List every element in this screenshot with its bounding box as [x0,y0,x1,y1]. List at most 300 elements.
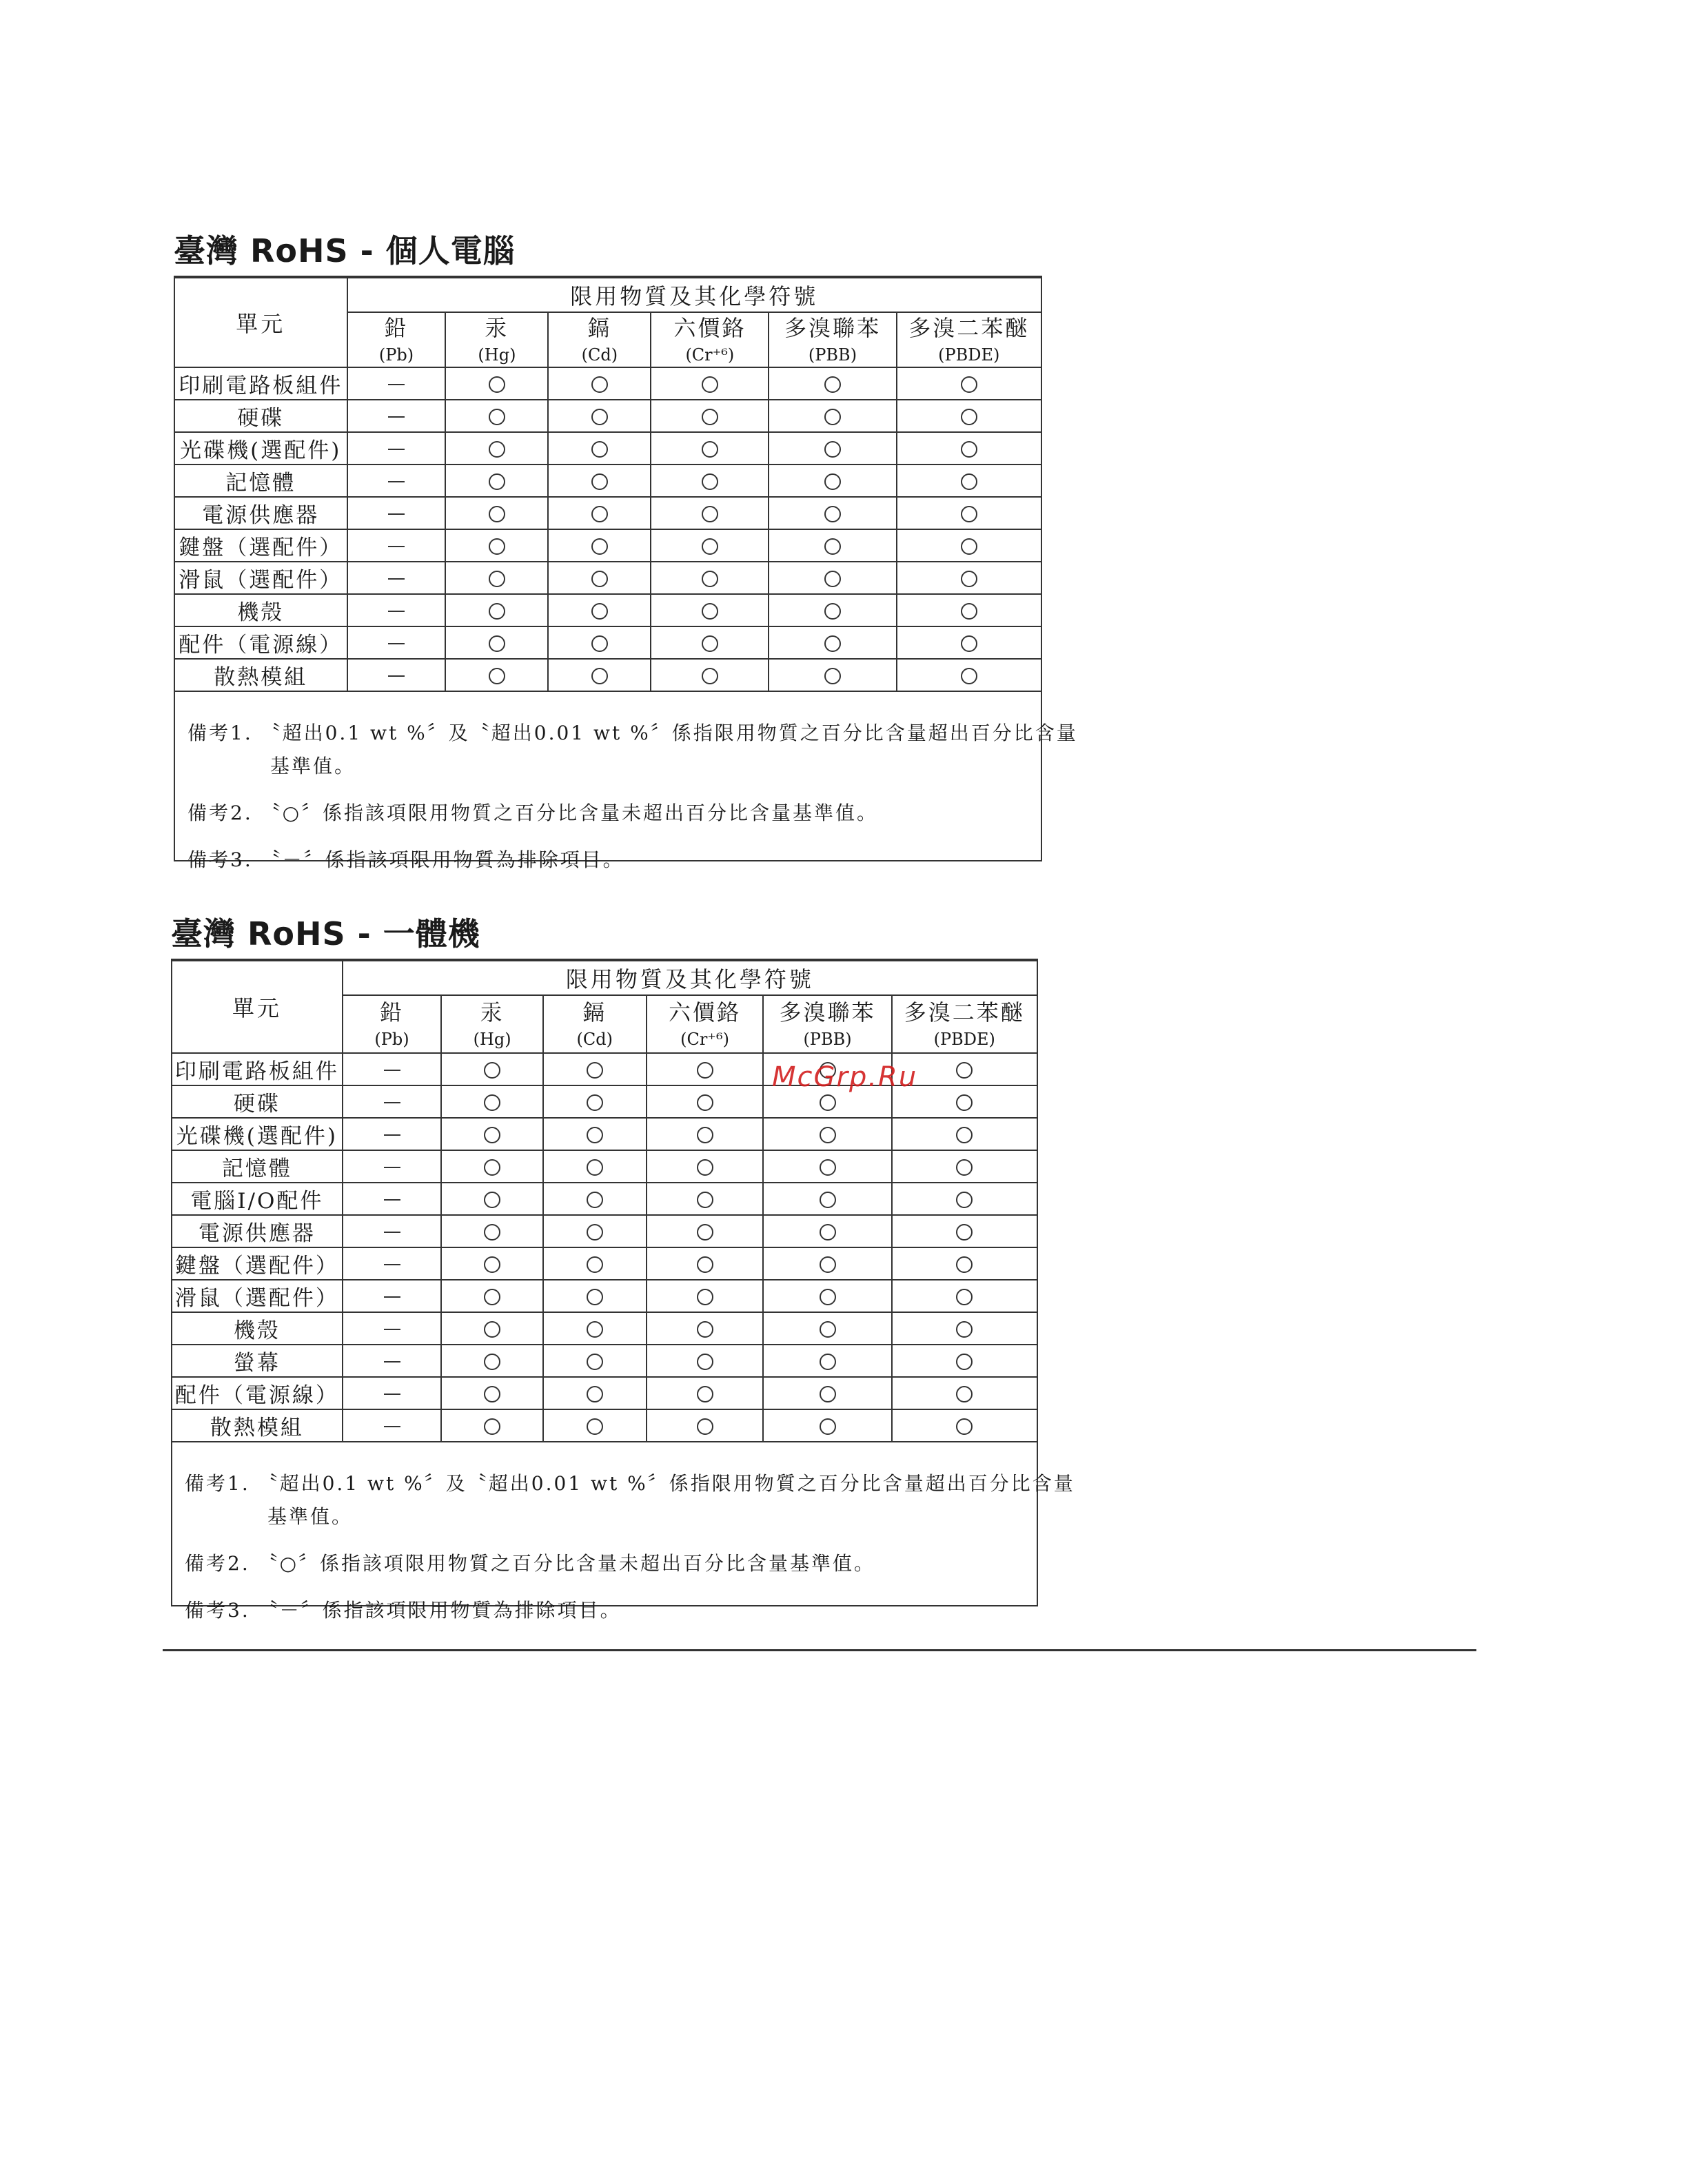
mark-cell [543,1215,647,1247]
table-row [175,400,1041,432]
circle-mark-icon [820,1224,836,1241]
watermark: McGrp.Ru [772,1061,918,1093]
mark-cell [763,1377,891,1409]
substance-header [763,995,891,1053]
mark-cell [548,594,651,626]
circle-mark-icon [820,1159,836,1176]
mark-cell [763,1150,891,1183]
substance-name: 汞 [485,315,509,341]
circle-mark-icon [484,1127,500,1143]
circle-mark-icon [820,1289,836,1305]
circle-mark-icon [587,1321,603,1338]
circle-mark-icon [697,1321,713,1338]
mark-cell [347,626,446,659]
note-3 [185,1594,1028,1627]
circle-mark-icon [697,1127,713,1143]
circle-mark-icon [961,376,977,393]
restricted-substances-header: 限用物質及其化學符號 [347,278,1041,312]
mark-cell [441,1409,543,1442]
circle-mark-icon [484,1159,500,1176]
substance-header [769,312,896,367]
mark-cell [651,626,769,659]
circle-mark-icon [956,1127,973,1143]
table-row [175,465,1041,497]
circle-mark-icon [824,571,841,587]
mark-cell [647,1312,764,1345]
substance-symbol: (PBB) [808,345,857,365]
mark-cell [769,465,896,497]
substance-name: 鎘 [587,315,612,341]
circle-mark-icon [956,1289,973,1305]
part-name: 鍵盤（選配件） [172,1247,343,1280]
circle-mark-icon [587,1094,603,1111]
mark-cell [543,1312,647,1345]
mark-cell [897,626,1041,659]
mark-cell [651,594,769,626]
circle-mark-icon [961,538,977,555]
dash-mark-icon [388,675,405,677]
table-row [172,1312,1037,1345]
circle-mark-icon [820,1256,836,1273]
mark-cell [647,1085,764,1118]
notes-block [172,1442,1075,1627]
table-row [175,626,1041,659]
mark-cell [347,497,446,529]
circle-mark-icon [961,473,977,490]
dash-mark-icon [388,611,405,612]
part-name: 硬碟 [172,1085,343,1118]
dash-mark-icon [384,1426,400,1427]
mark-cell [343,1312,442,1345]
circle-mark-icon [702,603,718,620]
mark-cell [892,1377,1037,1409]
circle-mark-icon [484,1354,500,1370]
circle-mark-icon [702,409,718,425]
mark-cell [441,1377,543,1409]
notes-block [175,692,1078,877]
circle-mark-icon [824,409,841,425]
note-text: 備考2. 〝○〞係指該項限用物質之百分比含量未超出百分比含量基準值。 [185,1552,876,1575]
mark-cell [548,400,651,432]
circle-mark-icon [702,538,718,555]
substance-header [548,312,651,367]
substance-header [543,995,647,1053]
circle-mark-icon [484,1192,500,1208]
mark-cell [647,1183,764,1215]
rohs-table [175,277,1041,692]
substance-name: 汞 [480,999,505,1025]
circle-mark-icon [489,635,505,652]
mark-cell [441,1215,543,1247]
mark-cell [445,529,548,562]
substance-name: 六價鉻 [673,315,746,341]
substance-header [651,312,769,367]
circle-mark-icon [820,1192,836,1208]
substance-name: 六價鉻 [669,999,742,1025]
mark-cell [548,659,651,691]
dash-mark-icon [384,1167,400,1168]
note-text: 備考3. 〝－〞係指該項限用物質為排除項目。 [185,1599,622,1622]
circle-mark-icon [591,571,608,587]
mark-cell [343,1280,442,1312]
table-row [172,1150,1037,1183]
mark-cell [543,1183,647,1215]
section-title: 臺灣 RoHS - 個人電腦 [174,232,516,269]
circle-mark-icon [484,1256,500,1273]
mark-cell [651,529,769,562]
mark-cell [347,659,446,691]
table-row [172,1280,1037,1312]
circle-mark-icon [697,1386,713,1402]
circle-mark-icon [484,1289,500,1305]
circle-mark-icon [702,473,718,490]
circle-mark-icon [961,506,977,522]
mark-cell [897,432,1041,465]
restricted-substances-header: 限用物質及其化學符號 [343,961,1037,995]
note-2 [187,797,1033,830]
mark-cell [441,1150,543,1183]
mark-cell [647,1053,764,1085]
mark-cell [763,1280,891,1312]
mark-cell [892,1150,1037,1183]
rohs-table-frame [174,276,1078,871]
note-text-continued: 基準值。 [270,755,356,777]
mark-cell [897,367,1041,400]
mark-cell [343,1053,442,1085]
part-name: 機殼 [175,594,347,626]
circle-mark-icon [489,506,505,522]
substance-header [892,995,1037,1053]
substance-symbol: (Cd) [576,1030,613,1049]
circle-mark-icon [697,1224,713,1241]
circle-mark-icon [956,1062,973,1079]
mark-cell [548,529,651,562]
mark-cell [651,562,769,594]
substance-symbol: (Cr⁺⁶) [680,1030,729,1049]
circle-mark-icon [484,1386,500,1402]
circle-mark-icon [820,1386,836,1402]
part-name: 印刷電路板組件 [175,367,347,400]
circle-mark-icon [591,668,608,684]
mark-cell [343,1247,442,1280]
mark-cell [445,400,548,432]
substance-header [441,995,543,1053]
mark-cell [543,1247,647,1280]
mark-cell [897,400,1041,432]
mark-cell [548,497,651,529]
note-text: 備考3. 〝－〞係指該項限用物質為排除項目。 [187,848,624,871]
substance-name: 多溴聯苯 [784,315,881,341]
part-name: 機殼 [172,1312,343,1345]
circle-mark-icon [697,1159,713,1176]
circle-mark-icon [824,376,841,393]
circle-mark-icon [820,1094,836,1111]
dash-mark-icon [384,1134,400,1136]
mark-cell [769,367,896,400]
mark-cell [763,1247,891,1280]
part-name: 散熱模組 [172,1409,343,1442]
table-row [175,562,1041,594]
mark-cell [651,432,769,465]
circle-mark-icon [702,571,718,587]
part-name: 螢幕 [172,1345,343,1377]
part-name: 配件（電源線） [175,626,347,659]
substance-symbol: (Pb) [374,1030,409,1049]
mark-cell [343,1183,442,1215]
mark-cell [343,1150,442,1183]
divider-line [163,1649,1476,1651]
table-row [175,594,1041,626]
part-name: 記憶體 [172,1150,343,1183]
dash-mark-icon [388,449,405,450]
circle-mark-icon [824,538,841,555]
rohs-table [172,960,1037,1442]
circle-mark-icon [697,1256,713,1273]
circle-mark-icon [824,473,841,490]
mark-cell [347,367,446,400]
mark-cell [769,626,896,659]
mark-cell [548,367,651,400]
circle-mark-icon [587,1256,603,1273]
circle-mark-icon [956,1321,973,1338]
mark-cell [892,1345,1037,1377]
circle-mark-icon [484,1062,500,1079]
mark-cell [445,497,548,529]
mark-cell [343,1085,442,1118]
circle-mark-icon [489,441,505,458]
circle-mark-icon [591,441,608,458]
mark-cell [543,1280,647,1312]
circle-mark-icon [956,1256,973,1273]
circle-mark-icon [489,538,505,555]
mark-cell [543,1053,647,1085]
mark-cell [543,1409,647,1442]
mark-cell [441,1118,543,1150]
dash-mark-icon [384,1394,400,1395]
substance-header [647,995,764,1053]
unit-header: 單元 [175,278,347,367]
circle-mark-icon [820,1418,836,1435]
circle-mark-icon [587,1159,603,1176]
circle-mark-icon [824,441,841,458]
dash-mark-icon [384,1070,400,1071]
mark-cell [347,432,446,465]
part-name: 電腦I/O配件 [172,1183,343,1215]
circle-mark-icon [820,1354,836,1370]
circle-mark-icon [489,571,505,587]
mark-cell [892,1312,1037,1345]
mark-cell [647,1247,764,1280]
unit-header: 單元 [172,961,343,1053]
mark-cell [647,1150,764,1183]
dash-mark-icon [388,384,405,385]
mark-cell [651,400,769,432]
part-name: 電源供應器 [175,497,347,529]
table-row [175,497,1041,529]
part-name: 配件（電源線） [172,1377,343,1409]
rohs-section-pc [174,230,1078,871]
substance-name: 鎘 [582,999,607,1025]
mark-cell [892,1280,1037,1312]
part-name: 散熱模組 [175,659,347,691]
substance-symbol: (Hg) [473,1030,511,1049]
circle-mark-icon [956,1159,973,1176]
substance-symbol: (Cd) [581,345,618,365]
table-row [172,1345,1037,1377]
mark-cell [445,594,548,626]
circle-mark-icon [484,1224,500,1241]
circle-mark-icon [961,571,977,587]
mark-cell [347,594,446,626]
mark-cell [897,529,1041,562]
mark-cell [892,1183,1037,1215]
circle-mark-icon [591,506,608,522]
mark-cell [343,1215,442,1247]
circle-mark-icon [956,1354,973,1370]
mark-cell [543,1150,647,1183]
circle-mark-icon [587,1127,603,1143]
mark-cell [445,465,548,497]
dash-mark-icon [384,1361,400,1363]
mark-cell [892,1215,1037,1247]
mark-cell [441,1085,543,1118]
circle-mark-icon [591,376,608,393]
mark-cell [343,1377,442,1409]
part-name: 記憶體 [175,465,347,497]
circle-mark-icon [956,1224,973,1241]
circle-mark-icon [489,603,505,620]
circle-mark-icon [591,538,608,555]
substance-header [445,312,548,367]
circle-mark-icon [956,1094,973,1111]
substance-symbol: (PBB) [803,1030,852,1049]
circle-mark-icon [702,635,718,652]
mark-cell [763,1215,891,1247]
section-title: 臺灣 RoHS - 一體機 [171,915,480,952]
circle-mark-icon [961,603,977,620]
circle-mark-icon [824,603,841,620]
circle-mark-icon [587,1354,603,1370]
mark-cell [347,562,446,594]
circle-mark-icon [697,1418,713,1435]
mark-cell [769,432,896,465]
mark-cell [769,562,896,594]
part-name: 光碟機(選配件) [172,1118,343,1150]
circle-mark-icon [484,1321,500,1338]
substance-name: 多溴二苯醚 [904,999,1025,1025]
table-row [172,1215,1037,1247]
circle-mark-icon [587,1289,603,1305]
mark-cell [897,465,1041,497]
circle-mark-icon [956,1386,973,1402]
mark-cell [763,1118,891,1150]
mark-cell [892,1409,1037,1442]
mark-cell [769,529,896,562]
part-name: 印刷電路板組件 [172,1053,343,1085]
mark-cell [897,562,1041,594]
mark-cell [647,1377,764,1409]
circle-mark-icon [820,1127,836,1143]
circle-mark-icon [820,1321,836,1338]
circle-mark-icon [702,668,718,684]
mark-cell [548,432,651,465]
mark-cell [347,529,446,562]
mark-cell [343,1118,442,1150]
substance-name: 多溴二苯醚 [908,315,1030,341]
mark-cell [548,465,651,497]
circle-mark-icon [961,668,977,684]
mark-cell [769,594,896,626]
circle-mark-icon [697,1354,713,1370]
mark-cell [651,367,769,400]
substance-name: 鉛 [380,999,405,1025]
circle-mark-icon [587,1192,603,1208]
mark-cell [651,497,769,529]
table-row [172,1377,1037,1409]
mark-cell [445,562,548,594]
dash-mark-icon [388,513,405,515]
substance-name: 鉛 [384,315,409,341]
dash-mark-icon [384,1102,400,1103]
substance-header [343,995,442,1053]
circle-mark-icon [484,1418,500,1435]
circle-mark-icon [489,376,505,393]
circle-mark-icon [697,1192,713,1208]
circle-mark-icon [697,1094,713,1111]
circle-mark-icon [702,506,718,522]
note-3 [187,844,1033,877]
dash-mark-icon [388,481,405,482]
circle-mark-icon [697,1289,713,1305]
mark-cell [897,594,1041,626]
substance-symbol: (PBDE) [933,1030,995,1049]
mark-cell [548,626,651,659]
note-1 [187,717,1078,783]
mark-cell [763,1183,891,1215]
circle-mark-icon [824,506,841,522]
mark-cell [897,497,1041,529]
dash-mark-icon [388,546,405,547]
mark-cell [445,367,548,400]
part-name: 滑鼠（選配件） [175,562,347,594]
table-row [172,1183,1037,1215]
substance-symbol: (Pb) [378,345,414,365]
note-text: 備考1. 〝超出0.1 wt %〞及〝超出0.01 wt %〞係指限用物質之百分比含量超出百分比含量 [187,722,1078,744]
circle-mark-icon [824,635,841,652]
circle-mark-icon [484,1094,500,1111]
part-name: 滑鼠（選配件） [172,1280,343,1312]
table-row [172,1409,1037,1442]
dash-mark-icon [388,578,405,580]
note-text-continued: 基準值。 [267,1505,354,1528]
mark-cell [445,659,548,691]
circle-mark-icon [587,1062,603,1079]
part-name: 電源供應器 [172,1215,343,1247]
circle-mark-icon [961,441,977,458]
mark-cell [647,1215,764,1247]
circle-mark-icon [489,668,505,684]
mark-cell [347,400,446,432]
mark-cell [441,1053,543,1085]
circle-mark-icon [591,409,608,425]
mark-cell [892,1118,1037,1150]
circle-mark-icon [697,1062,713,1079]
mark-cell [441,1280,543,1312]
substance-name: 多溴聯苯 [779,999,876,1025]
mark-cell [647,1345,764,1377]
circle-mark-icon [956,1192,973,1208]
mark-cell [445,626,548,659]
